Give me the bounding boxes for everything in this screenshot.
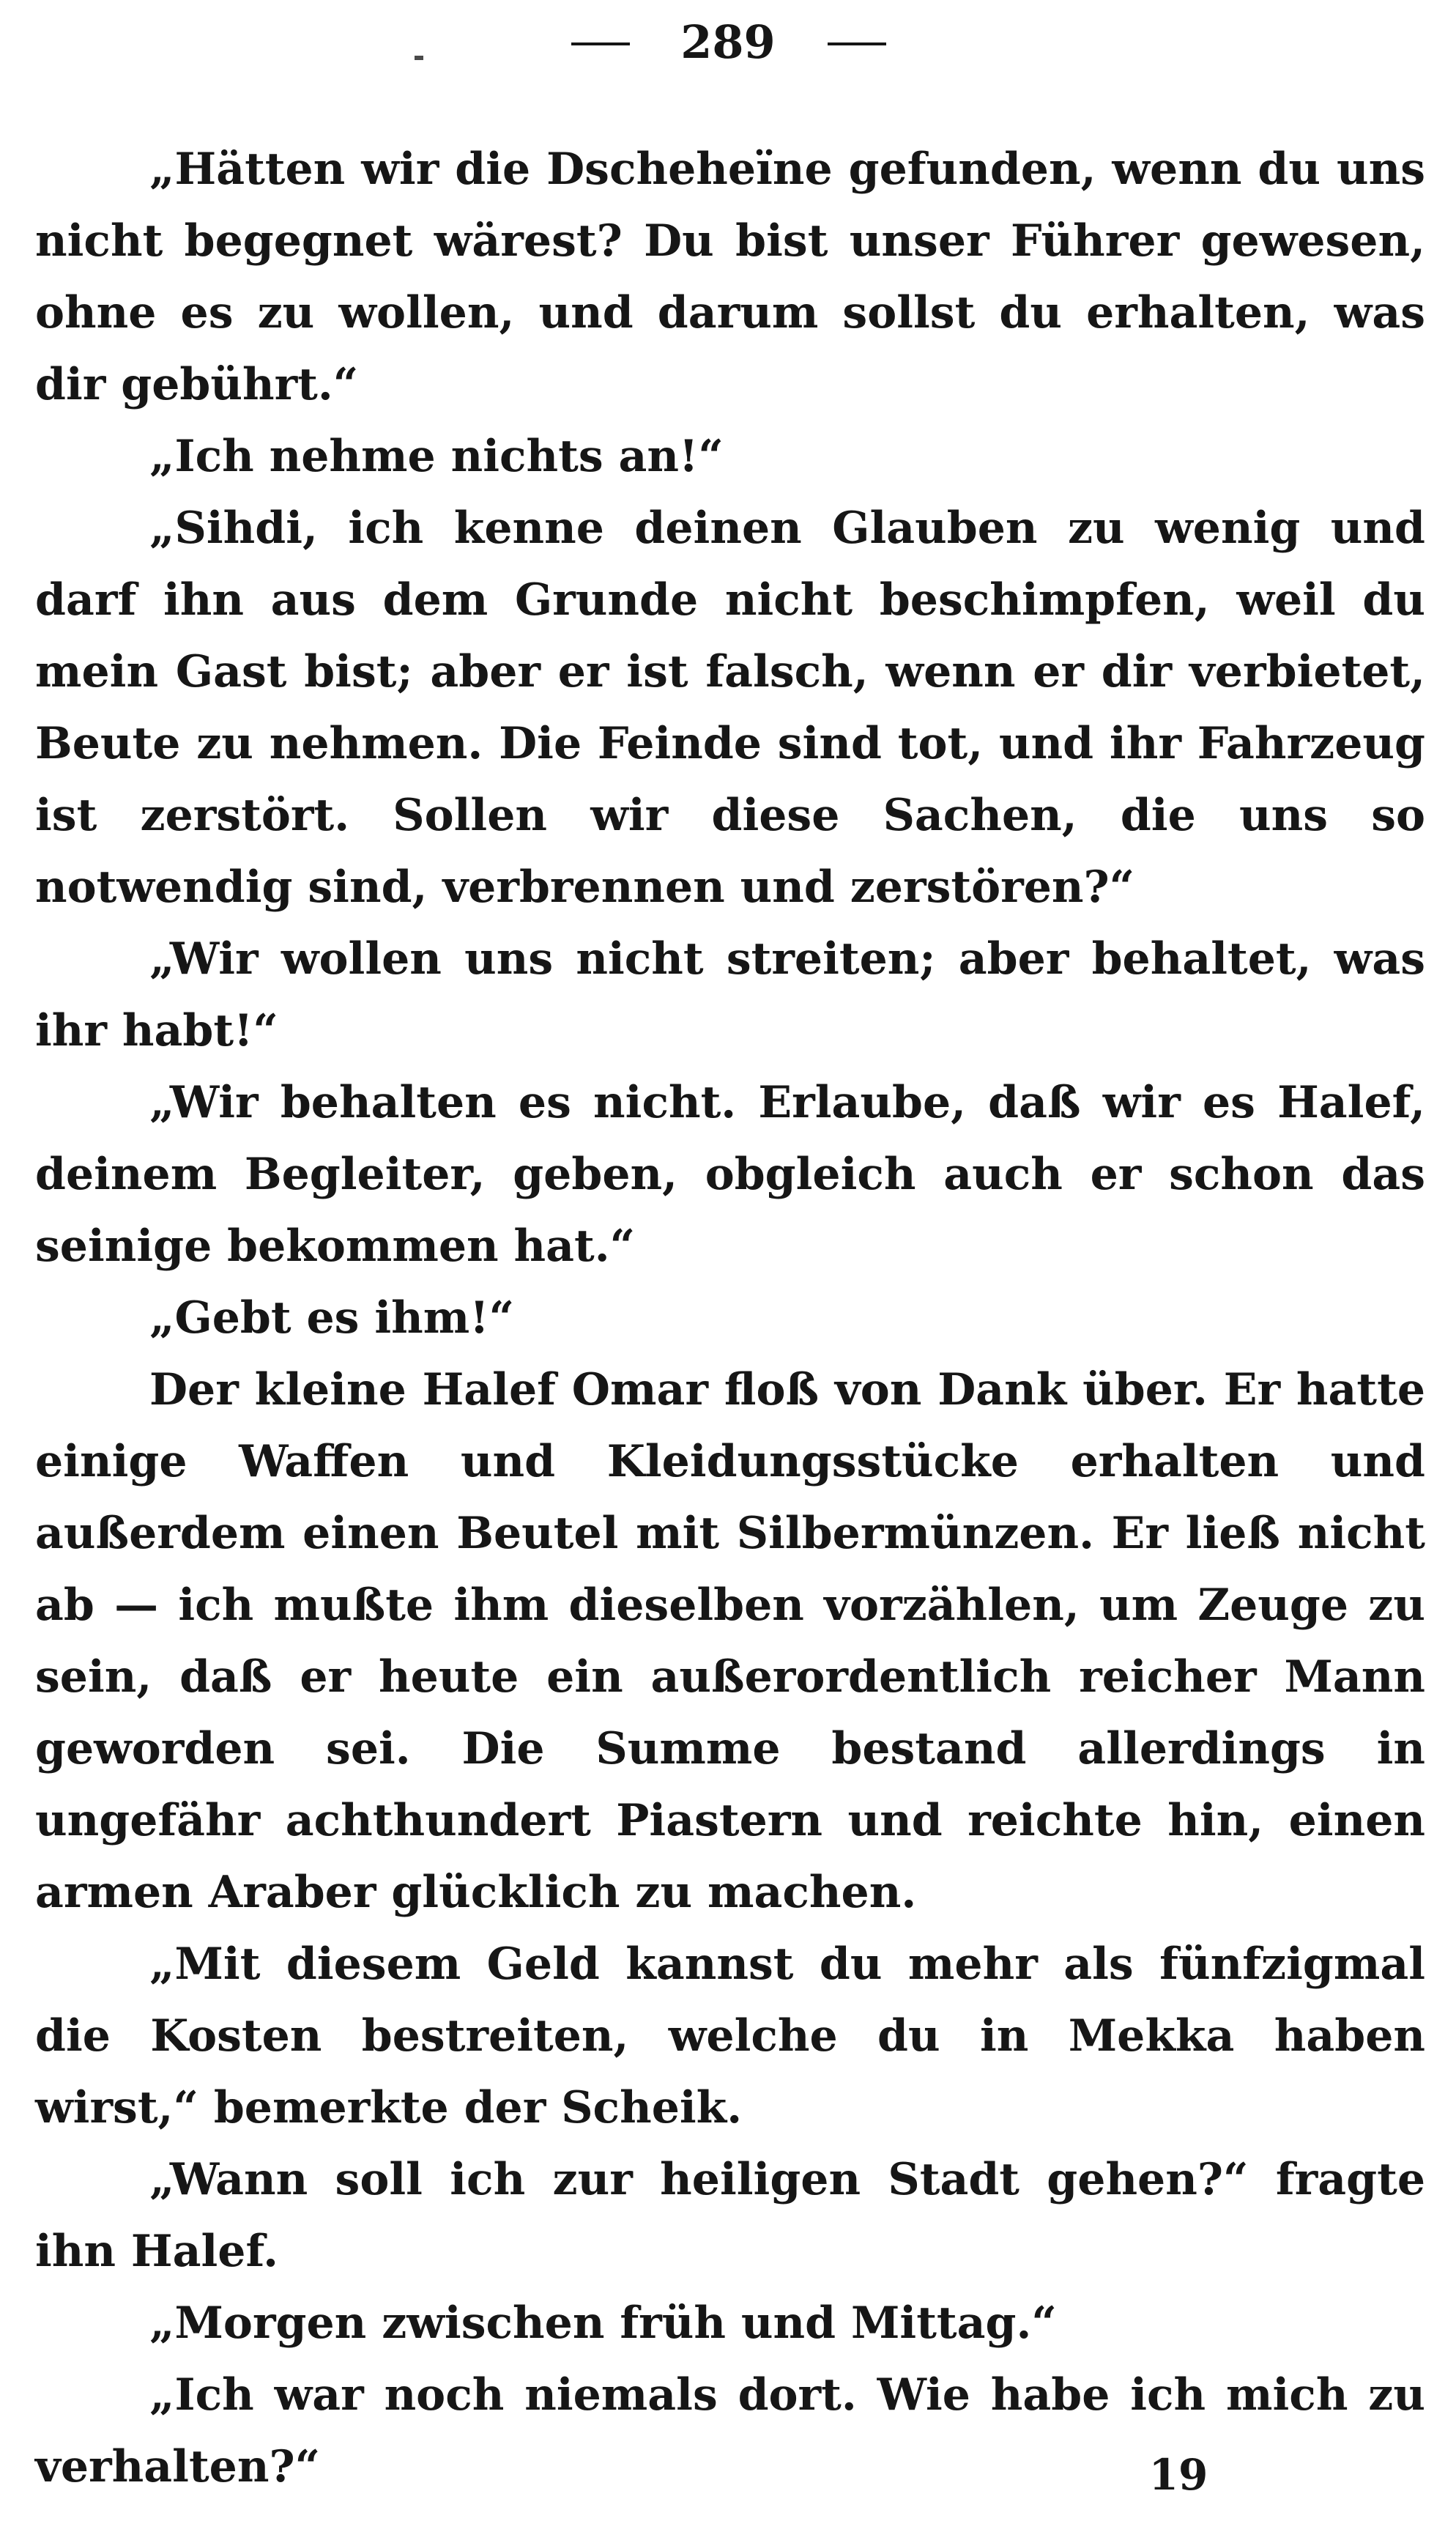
paragraph: „Sihdi, ich kenne deinen Glauben zu wenig und darf ihn aus dem Grunde nicht beschimpfen, weil du mein Gast bist; aber er ist falsch, wenn er dir verbietet, Beute zu nehmen. Die Feinde sind tot, und ihr Fahrzeug ist zerstört. Sollen wir diese Sachen, die uns so notwendig sind, verbrennen und zerstören?“ [35, 503, 1425, 913]
paragraph: „Hätten wir die Dscheheïne gefunden, wenn du uns nicht begegnet wärest? Du bist unser Führer gewesen, ohne es zu wollen, und darum sollst du erhalten, was dir gebührt.“ [35, 144, 1425, 410]
paragraph: „Mit diesem Geld kannst du mehr als fünfzigmal die Kosten bestreiten, welche du in Mekka haben wirst,“ bemerkte der Scheik. [35, 1939, 1425, 2133]
paragraph: „Wann soll ich zur heiligen Stadt gehen?“ fragte ihn Halef. [35, 2154, 1425, 2277]
body-text [35, 133, 1425, 2503]
paragraph: „Morgen zwischen früh und Mittag.“ [149, 2298, 1057, 2349]
paragraph: „Gebt es ihm!“ [149, 1292, 515, 1344]
paragraph: „Ich nehme nichts an!“ [149, 431, 724, 482]
page-header [0, 6, 1456, 79]
paragraph: Der kleine Halef Omar floß von Dank über. Er hatte einige Waffen und Kleidungsstücke erhalten und außerdem einen Beutel mit Silbermünzen. Er ließ nicht ab — ich mußte ihm dieselben vorzählen, um Zeuge zu sein, daß er heute ein außerordentlich reicher Mann geworden sei. Die Summe bestand allerdings in ungefähr achthundert Piastern und reichte hin, einen armen Araber glücklich zu machen. [35, 1364, 1425, 1918]
paragraph: „Wir behalten es nicht. Erlaube, daß wir es Halef, deinem Begleiter, geben, obgleich auch er schon das seinige bekommen hat.“ [35, 1077, 1425, 1272]
paragraph: „Wir wollen uns nicht streiten; aber behaltet, was ihr habt!“ [35, 933, 1425, 1056]
header-dash-right [828, 42, 886, 45]
signature-mark: 19 [1148, 2450, 1208, 2500]
page-number: 289 [680, 15, 776, 69]
paragraph: „Ich war noch niemals dort. Wie habe ich mich zu verhalten?“ [35, 2369, 1425, 2492]
